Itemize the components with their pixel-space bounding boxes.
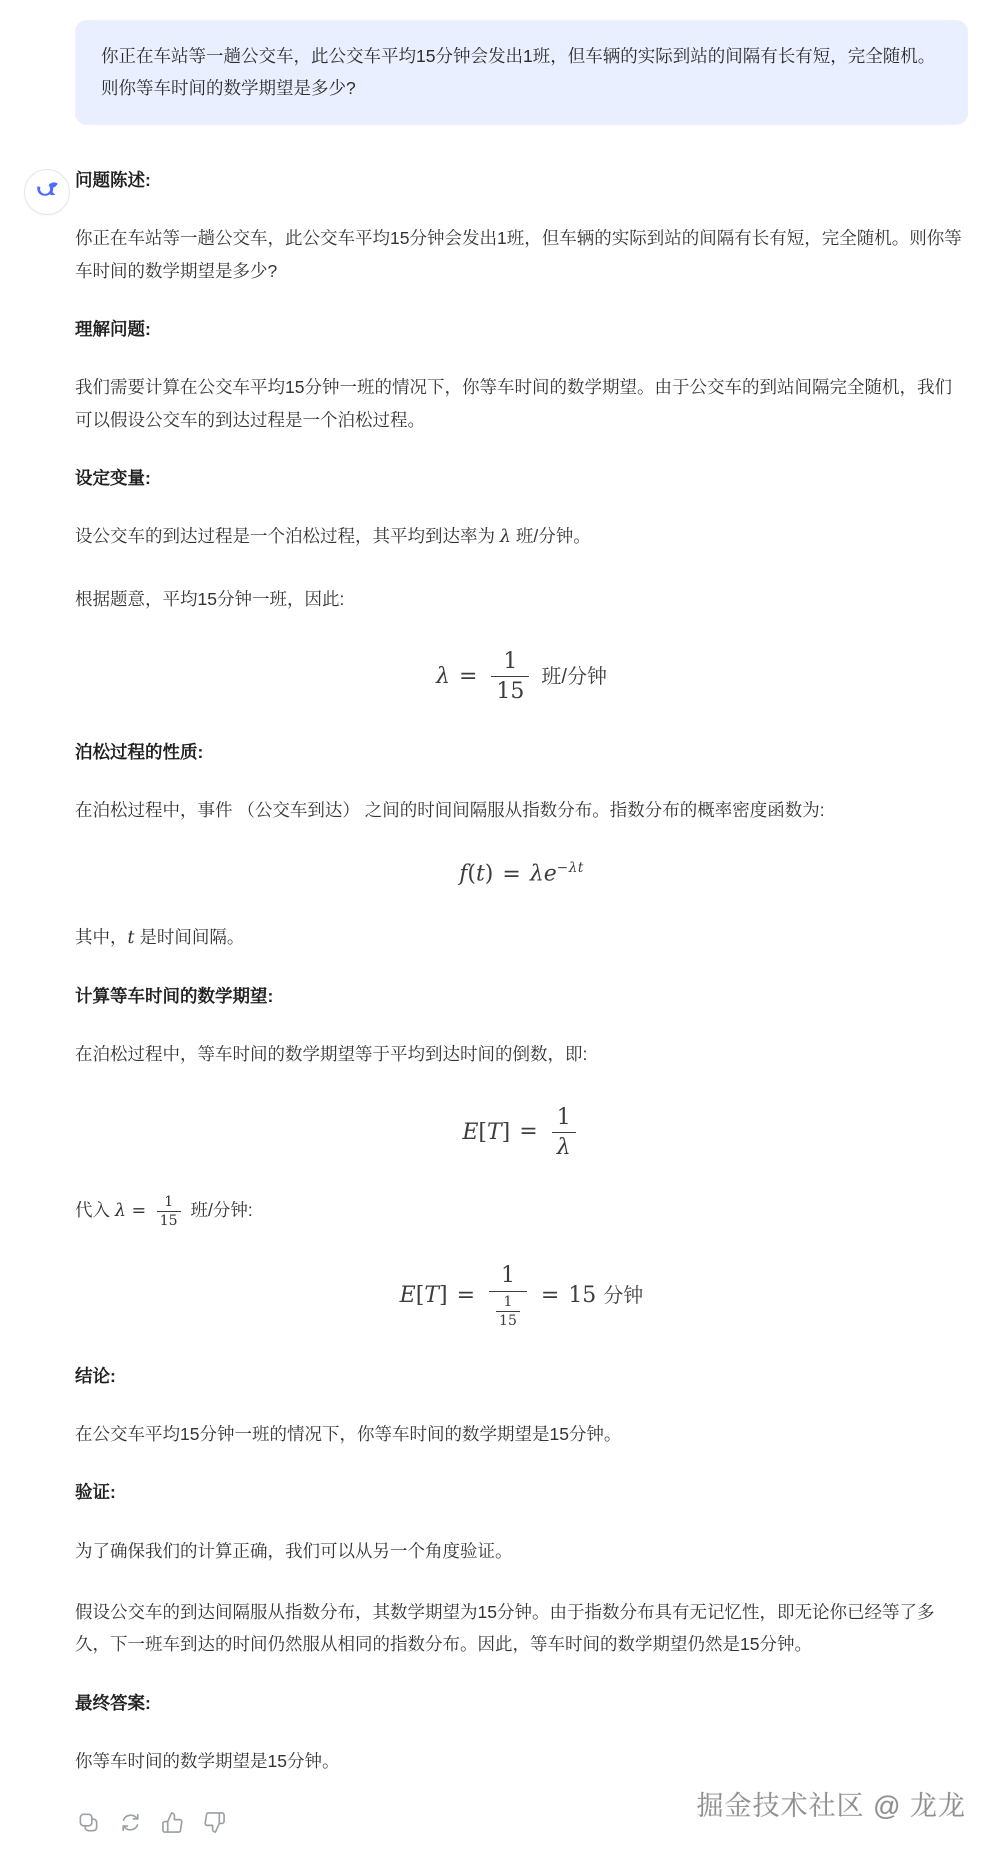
- formula-unit: 班/分钟: [541, 665, 607, 688]
- section-heading-problem: 问题陈述:: [75, 170, 151, 190]
- result-number: 15: [568, 1283, 597, 1309]
- E-symbol: E: [399, 1283, 416, 1309]
- inline-fraction: [157, 1194, 181, 1229]
- formula-result: [75, 1263, 968, 1328]
- open-bracket: [: [478, 1119, 487, 1145]
- close-bracket: ]: [501, 1119, 511, 1145]
- copy-icon: [77, 1811, 100, 1837]
- section-heading-understanding: 理解问题:: [75, 319, 151, 339]
- assistant-markdown-body: [75, 167, 968, 1837]
- fraction-denominator: 15: [159, 1213, 178, 1230]
- inner-fraction: [496, 1294, 520, 1329]
- formula-lambda: [75, 649, 968, 705]
- inner-denominator: 15: [499, 1312, 517, 1329]
- nested-fraction: [489, 1263, 527, 1328]
- T-symbol: T: [486, 1119, 502, 1145]
- paragraph-variables: [75, 520, 968, 553]
- dislike-button[interactable]: [201, 1811, 227, 1837]
- fraction: [552, 1105, 576, 1161]
- paragraph-expectation: 在泊松过程中，等车时间的数学期望等于平均到达时间的倒数，即:: [75, 1044, 588, 1065]
- equals-sign: =: [458, 663, 478, 689]
- section-heading-expectation: 计算等车时间的数学期望:: [75, 985, 274, 1006]
- paragraph-final-answer: 你等车时间的数学期望是15分钟。: [75, 1751, 340, 1772]
- where-t-pre: 其中，: [75, 926, 128, 947]
- paragraph-understanding: 我们需要计算在公交车平均15分钟一班的情况下，你等车时间的数学期望。由于公交车的到站间隔完全随机，我们可以假设公交车的到达过程是一个泊松过程。: [75, 377, 952, 430]
- fraction: [491, 649, 529, 705]
- paragraph-verification-1: 为了确保我们的计算正确，我们可以从另一个角度验证。: [75, 1540, 513, 1561]
- equals-sign: =: [456, 1283, 476, 1309]
- paragraph-conclusion: 在公交车平均15分钟一班的情况下，你等车时间的数学期望是15分钟。: [75, 1424, 622, 1445]
- like-button[interactable]: [159, 1811, 185, 1837]
- regenerate-icon: [119, 1811, 142, 1837]
- user-message-bubble: 你正在车站等一趟公交车，此公交车平均15分钟会发出1班，但车辆的实际到站的间隔有长有短，完全随机。则你等车时间的数学期望是多少?: [75, 20, 968, 125]
- exponent: −λt: [556, 860, 584, 877]
- fraction-numerator: 1: [491, 649, 529, 677]
- fraction-denominator: 15: [496, 679, 525, 705]
- close-bracket: ]: [439, 1283, 448, 1309]
- T-symbol: T: [424, 1283, 440, 1309]
- paragraph-problem: 你正在车站等一趟公交车，此公交车平均15分钟会发出1班，但车辆的实际到站的间隔有长有短，完全随机。则你等车时间的数学期望是多少?: [75, 228, 962, 281]
- variables-text-post: 班/分钟。: [510, 526, 591, 547]
- t-symbol: t: [127, 927, 135, 948]
- thumbs-down-icon: [203, 1811, 226, 1837]
- deepseek-whale-icon: [32, 175, 62, 210]
- fraction-denominator: λ: [556, 1134, 571, 1160]
- E-symbol: E: [462, 1119, 479, 1145]
- section-heading-final-answer: 最终答案:: [75, 1692, 151, 1713]
- t-symbol: t: [475, 861, 485, 887]
- substitute-pre: 代入: [75, 1200, 115, 1221]
- section-heading-conclusion: 结论:: [75, 1365, 116, 1386]
- open-bracket: [: [415, 1283, 425, 1309]
- equals-sign: =: [125, 1201, 152, 1222]
- regenerate-button[interactable]: [117, 1811, 143, 1837]
- variables-text-pre: 设公交车的到达过程是一个泊松过程，其平均到达率为: [75, 526, 500, 547]
- fraction-numerator: 1: [489, 1263, 527, 1291]
- section-heading-poisson: 泊松过程的性质:: [75, 741, 204, 762]
- fraction-numerator: 1: [552, 1105, 576, 1133]
- section-heading-variables: 设定变量:: [75, 468, 151, 488]
- lambda-symbol: λ: [499, 527, 511, 548]
- paragraph-variables-2: 根据题意，平均15分钟一班，因此:: [75, 588, 345, 609]
- assistant-message-row: [0, 167, 998, 1837]
- paragraph-verification-2: 假设公交车的到达间隔服从指数分布，其数学期望为15分钟。由于指数分布具有无记忆性，即无论你已经等了多久，下一班车到达的时间仍然服从相同的指数分布。因此，等车时间的数学期望仍然是15分钟。: [75, 1602, 935, 1655]
- open-paren: (: [467, 861, 476, 887]
- formula-expectation: [75, 1105, 968, 1161]
- equals-sign: =: [502, 861, 521, 887]
- fraction-denominator: [489, 1292, 527, 1329]
- equals-sign-2: =: [540, 1283, 560, 1309]
- f-symbol: f: [459, 861, 468, 887]
- paragraph-poisson: 在泊松过程中，事件 （公交车到达） 之间的时间间隔服从指数分布。指数分布的概率密度函数为:: [75, 799, 825, 820]
- watermark-text: 掘金技术社区 @ 龙龙: [696, 1791, 966, 1822]
- equals-sign: =: [519, 1119, 538, 1145]
- close-paren: ): [484, 861, 494, 887]
- substitute-post: 班/分钟:: [185, 1200, 253, 1221]
- section-heading-verification: 验证:: [75, 1482, 116, 1503]
- formula-pdf: [75, 860, 968, 886]
- copy-button[interactable]: [75, 1811, 101, 1837]
- paragraph-where-t: [75, 921, 968, 954]
- lambda-e-base: λe: [529, 861, 557, 887]
- thumbs-up-icon: [161, 1811, 184, 1837]
- user-message-row: [0, 0, 998, 125]
- paragraph-substitute: [75, 1194, 968, 1229]
- fraction-numerator: 1: [157, 1194, 181, 1212]
- inner-numerator: 1: [496, 1294, 520, 1312]
- result-unit: 分钟: [603, 1285, 644, 1308]
- assistant-avatar: [24, 169, 70, 215]
- lambda-symbol: λ: [436, 663, 450, 689]
- lambda-symbol: λ: [114, 1201, 126, 1222]
- where-t-post: 是时间间隔。: [134, 926, 245, 947]
